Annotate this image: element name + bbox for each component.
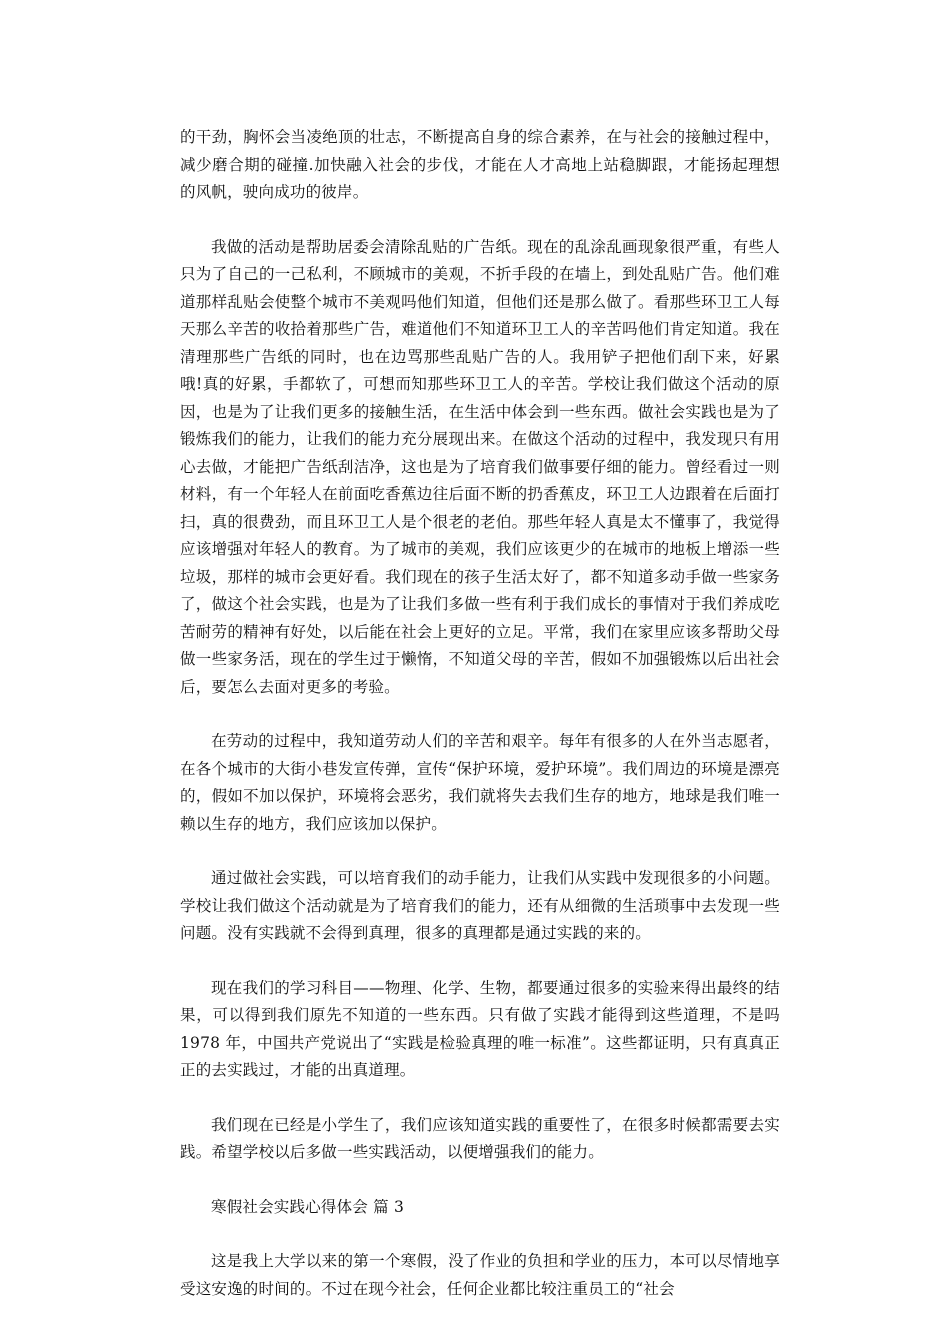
paragraph-7: 这是我上大学以来的第一个寒假，没了作业的负担和学业的压力，本可以尽情地享受这安逸的时间的。不过在现今社会，任何企业都比较注重员工的“社会 <box>180 1252 780 1298</box>
paragraph-4: 通过做社会实践，可以培育我们的动手能力，让我们从实践中发现很多的小问题。学校让我们做这个活动就是为了培育我们的能力，还有从细微的生活琐事中去发现一些问题。没有实践就不会得到真理，很多的真理都是通过实践的来的。 <box>180 869 780 942</box>
paragraph-5: 现在我们的学习科目——物理、化学、生物，都要通过很多的实验来得出最终的结果，可以得到我们原先不知道的一些东西。只有做了实践才能得到这些道理，不是吗 1978 年，中国共产党说出了“实践是检验真理的唯一标准”。这些都证明，只有真真正正的去实践过，才能的出真道理。 <box>180 978 780 1079</box>
paragraph-3: 在劳动的过程中，我知道劳动人们的辛苦和艰辛。每年有很多的人在外当志愿者，在各个城市的大街小巷发宣传弹，宣传“保护环境，爱护环境”。我们周边的环境是漂亮的，假如不加以保护，环境将会恶劣，我们就将失去我们生存的地方，地球是我们唯一赖以生存的地方，我们应该加以保护。 <box>180 732 780 833</box>
document-body <box>180 124 780 1330</box>
paragraph-1: 的干劲，胸怀会当凌绝顶的壮志，不断提高自身的综合素养，在与社会的接触过程中，减少磨合期的碰撞.加快融入社会的步伐，才能在人才高地上站稳脚跟，才能扬起理想的风帆，驶向成功的彼岸。 <box>180 128 780 201</box>
section-heading: 寒假社会实践心得体会 篇 3 <box>211 1197 405 1216</box>
paragraph-2: 我做的活动是帮助居委会清除乱贴的广告纸。现在的乱涂乱画现象很严重，有些人只为了自己的一己私利，不顾城市的美观，不折手段的在墙上，到处乱贴广告。他们难道那样乱贴会使整个城市不美观吗他们知道，但他们还是那么做了。看那些环卫工人每天那么辛苦的收拾着那些广告，难道他们不知道环卫工人的辛苦吗他们肯定知道。我在清理那些广告纸的同时，也在边骂那些乱贴广告的人。我用铲子把他们刮下来，好累哦!真的好累，手都软了，可想而知那些环卫工人的辛苦。学校让我们做这个活动的原因，也是为了让我们更多的接触生活，在生活中体会到一些东西。做社会实践也是为了锻炼我们的能力，让我们的能力充分展现出来。在做这个活动的过程中，我发现只有用心去做，才能把广告纸刮洁净，这也是为了培育我们做事要仔细的能力。曾经看过一则材料，有一个年轻人在前面吃香蕉边往后面不断的扔香蕉皮，环卫工人边跟着在后面打扫，真的很费劲，而且环卫工人是个很老的老伯。那些年轻人真是太不懂事了，我觉得应该增强对年轻人的教育。为了城市的美观，我们应该更少的在城市的地板上增添一些垃圾，那样的城市会更好看。我们现在的孩子生活太好了，都不知道多动手做一些家务了，做这个社会实践，也是为了让我们多做一些有利于我们成长的事情对于我们养成吃苦耐劳的精神有好处，以后能在社会上更好的立足。平常，我们在家里应该多帮助父母做一些家务活，现在的学生过于懒惰，不知道父母的辛苦，假如不加强锻炼以后出社会后，要怎么去面对更多的考验。 <box>180 237 780 696</box>
paragraph-6: 我们现在已经是小学生了，我们应该知道实践的重要性了，在很多时候都需要去实践。希望学校以后多做一些实践活动，以便增强我们的能力。 <box>180 1115 780 1161</box>
